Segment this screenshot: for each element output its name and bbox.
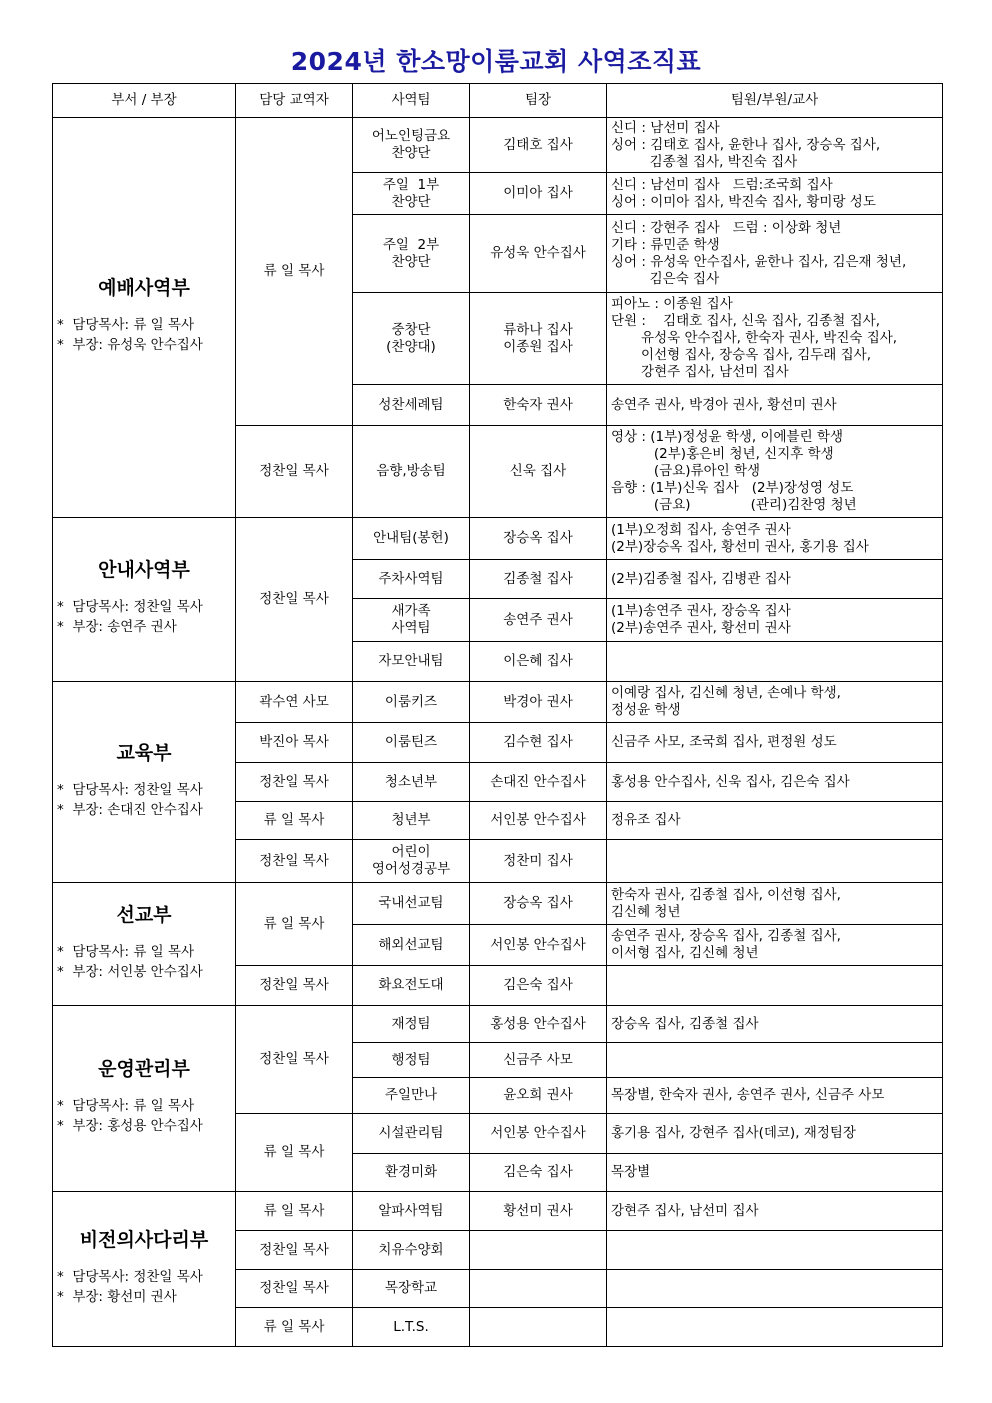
pastor-cell: 류 일 목사: [236, 1192, 353, 1231]
leader-cell: 손대진 안수집사: [470, 763, 607, 802]
dept-name: 비전의사다리부: [79, 1228, 209, 1251]
team-cell: 중창단 (찬양대): [353, 293, 470, 385]
header-dept: 부서 / 부장: [53, 84, 236, 118]
pastor-cell: 정찬일 목사: [236, 518, 353, 682]
members-cell: 이예랑 집사, 김신혜 청년, 손예나 학생, 정성윤 학생: [607, 682, 943, 723]
header-row: [53, 84, 943, 118]
pastor-cell: 정찬일 목사: [236, 1231, 353, 1270]
dept-note: * 담당목사: 류 일 목사 * 부장: 서인봉 안수집사: [57, 943, 203, 980]
members-cell: [607, 1231, 943, 1270]
leader-cell: 김종철 집사: [470, 560, 607, 599]
team-cell: 청소년부: [353, 763, 470, 802]
dept-note: * 담당목사: 정찬일 목사 * 부장: 황선미 권사: [57, 1268, 203, 1305]
team-cell: 행정팀: [353, 1043, 470, 1078]
pastor-cell: 류 일 목사: [236, 1114, 353, 1192]
leader-cell: 서인봉 안수집사: [470, 802, 607, 840]
dept-cell-worship: [53, 118, 236, 518]
leader-cell: 유성욱 안수집사: [470, 215, 607, 293]
team-cell: L.T.S.: [353, 1308, 470, 1347]
members-cell: (2부)김종철 집사, 김병관 집사: [607, 560, 943, 599]
team-cell: 주일 2부 찬양단: [353, 215, 470, 293]
members-cell: 신디 : 남선미 집사 싱어 : 김태호 집사, 윤한나 집사, 장승옥 집사, 김종철 집사, 박진숙 집사: [607, 118, 943, 173]
table-row: [53, 883, 943, 925]
dept-cell-admin: [53, 1006, 236, 1192]
leader-cell: 장승옥 집사: [470, 883, 607, 925]
pastor-cell: 류 일 목사: [236, 802, 353, 840]
leader-cell: [470, 1231, 607, 1270]
team-cell: 해외선교팀: [353, 925, 470, 966]
pastor-cell: 류 일 목사: [236, 883, 353, 966]
team-cell: 국내선교팀: [353, 883, 470, 925]
members-cell: (1부)송연주 권사, 장승옥 집사 (2부)송연주 권사, 황선미 권사: [607, 599, 943, 642]
members-cell: 피아노 : 이종원 집사 단원 : 김태호 집사, 신욱 집사, 김종철 집사, 유성욱 안수집사, 한숙자 권사, 박진숙 집사, 이선형 집사, 장승옥 집사, 김두래 집사, 강현주 집사, 남선미 집사: [607, 293, 943, 385]
team-cell: 성찬세례팀: [353, 385, 470, 426]
leader-cell: 신금주 사모: [470, 1043, 607, 1078]
members-cell: 신디 : 강현주 집사 드럼 : 이상화 청년 기타 : 류민준 학생 싱어 : 유성욱 안수집사, 윤한나 집사, 김은재 청년, 김은숙 집사: [607, 215, 943, 293]
team-cell: 음향,방송팀: [353, 426, 470, 518]
dept-name: 운영관리부: [98, 1058, 190, 1080]
dept-cell-vision: [53, 1192, 236, 1347]
leader-cell: 이은혜 집사: [470, 642, 607, 682]
members-cell: [607, 1308, 943, 1347]
members-cell: [607, 1270, 943, 1308]
org-table: [52, 83, 943, 1347]
table-row: [53, 518, 943, 560]
team-cell: 알파사역팀: [353, 1192, 470, 1231]
members-cell: 송연주 권사, 박경아 권사, 황선미 권사: [607, 385, 943, 426]
dept-cell-edu: [53, 682, 236, 883]
header-members: 팀원/부원/교사: [607, 84, 943, 118]
dept-name: 선교부: [116, 903, 172, 926]
members-cell: 한숙자 권사, 김종철 집사, 이선형 집사, 김신혜 청년: [607, 883, 943, 925]
leader-cell: 윤오희 권사: [470, 1078, 607, 1114]
team-cell: 주차사역팀: [353, 560, 470, 599]
members-cell: 신디 : 남선미 집사 드럼:조국희 집사 싱어 : 이미아 집사, 박진숙 집사, 황미랑 성도: [607, 173, 943, 215]
team-cell: 주일 1부 찬양단: [353, 173, 470, 215]
team-cell: 어노인팅금요 찬양단: [353, 118, 470, 173]
dept-name: 교육부: [116, 741, 172, 764]
pastor-cell: 정찬일 목사: [236, 426, 353, 518]
leader-cell: 홍성용 안수집사: [470, 1006, 607, 1043]
pastor-cell: 류 일 목사: [236, 118, 353, 426]
members-cell: 장승옥 집사, 김종철 집사: [607, 1006, 943, 1043]
dept-note: * 담당목사: 정찬일 목사 * 부장: 송연주 권사: [57, 599, 203, 635]
leader-cell: 장승옥 집사: [470, 518, 607, 560]
pastor-cell: 정찬일 목사: [236, 763, 353, 802]
table-row: [53, 1006, 943, 1043]
leader-cell: 한숙자 권사: [470, 385, 607, 426]
pastor-cell: 정찬일 목사: [236, 1006, 353, 1114]
dept-name: 안내사역부: [98, 559, 190, 581]
pastor-cell: 곽수연 사모: [236, 682, 353, 723]
page-title: 2024년 한소망이룸교회 사역조직표: [290, 47, 702, 76]
team-cell: 목장학교: [353, 1270, 470, 1308]
team-cell: 시설관리팀: [353, 1114, 470, 1154]
members-cell: 홍성용 안수집사, 신욱 집사, 김은숙 집사: [607, 763, 943, 802]
pastor-cell: 류 일 목사: [236, 1308, 353, 1347]
leader-cell: 김수현 집사: [470, 723, 607, 763]
team-cell: 화요전도대: [353, 966, 470, 1006]
leader-cell: 서인봉 안수집사: [470, 925, 607, 966]
team-cell: 주일만나: [353, 1078, 470, 1114]
dept-name: 예배사역부: [98, 277, 190, 299]
header-pastor: 담당 교역자: [236, 84, 353, 118]
pastor-cell: 박진아 목사: [236, 723, 353, 763]
members-cell: [607, 966, 943, 1006]
members-cell: 정유조 집사: [607, 802, 943, 840]
team-cell: 새가족 사역팀: [353, 599, 470, 642]
table-row: [53, 118, 943, 173]
team-cell: 어린이 영어성경공부: [353, 840, 470, 883]
dept-note: * 담당목사: 류 일 목사 * 부장: 유성욱 안수집사: [57, 317, 203, 353]
dept-note: * 담당목사: 류 일 목사 * 부장: 홍성용 안수집사: [57, 1098, 203, 1134]
team-cell: 치유수양회: [353, 1231, 470, 1270]
leader-cell: 정찬미 집사: [470, 840, 607, 883]
team-cell: 이룸틴즈: [353, 723, 470, 763]
members-cell: 송연주 권사, 장승옥 집사, 김종철 집사, 이서형 집사, 김신혜 청년: [607, 925, 943, 966]
pastor-cell: 정찬일 목사: [236, 966, 353, 1006]
team-cell: 청년부: [353, 802, 470, 840]
team-cell: 환경미화: [353, 1154, 470, 1192]
members-cell: 신금주 사모, 조국희 집사, 편정원 성도: [607, 723, 943, 763]
team-cell: 이룸키즈: [353, 682, 470, 723]
leader-cell: 서인봉 안수집사: [470, 1114, 607, 1154]
members-cell: [607, 642, 943, 682]
team-cell: 재정팀: [353, 1006, 470, 1043]
members-cell: [607, 1043, 943, 1078]
header-leader: 팀장: [470, 84, 607, 118]
members-cell: 홍기용 집사, 강현주 집사(데코), 재정팀장: [607, 1114, 943, 1154]
leader-cell: [470, 1308, 607, 1347]
leader-cell: 김태호 집사: [470, 118, 607, 173]
leader-cell: 송연주 권사: [470, 599, 607, 642]
dept-note: * 담당목사: 정찬일 목사 * 부장: 손대진 안수집사: [57, 781, 203, 818]
dept-cell-guide: [53, 518, 236, 682]
team-cell: 안내팀(봉헌): [353, 518, 470, 560]
pastor-cell: 정찬일 목사: [236, 840, 353, 883]
table-row: [53, 1192, 943, 1231]
leader-cell: 김은숙 집사: [470, 966, 607, 1006]
leader-cell: 류하나 집사 이종원 집사: [470, 293, 607, 385]
members-cell: 목장별: [607, 1154, 943, 1192]
leader-cell: 박경아 권사: [470, 682, 607, 723]
header-team: 사역팀: [353, 84, 470, 118]
members-cell: 강현주 집사, 남선미 집사: [607, 1192, 943, 1231]
members-cell: [607, 840, 943, 883]
members-cell: 목장별, 한숙자 권사, 송연주 권사, 신금주 사모: [607, 1078, 943, 1114]
team-cell: 자모안내팀: [353, 642, 470, 682]
leader-cell: [470, 1270, 607, 1308]
pastor-cell: 정찬일 목사: [236, 1270, 353, 1308]
members-cell: 영상 : (1부)정성윤 학생, 이에블린 학생 (2부)홍은비 청년, 신지후 학생 (금요)류아인 학생 음향 : (1부)신욱 집사 (2부)장성영 성도 (금요) (관리)김찬영 청년: [607, 426, 943, 518]
leader-cell: 이미아 집사: [470, 173, 607, 215]
leader-cell: 황선미 권사: [470, 1192, 607, 1231]
dept-cell-mission: [53, 883, 236, 1006]
table-row: [53, 682, 943, 723]
leader-cell: 김은숙 집사: [470, 1154, 607, 1192]
leader-cell: 신욱 집사: [470, 426, 607, 518]
members-cell: (1부)오정희 집사, 송연주 권사 (2부)장승옥 집사, 황선미 권사, 홍기용 집사: [607, 518, 943, 560]
